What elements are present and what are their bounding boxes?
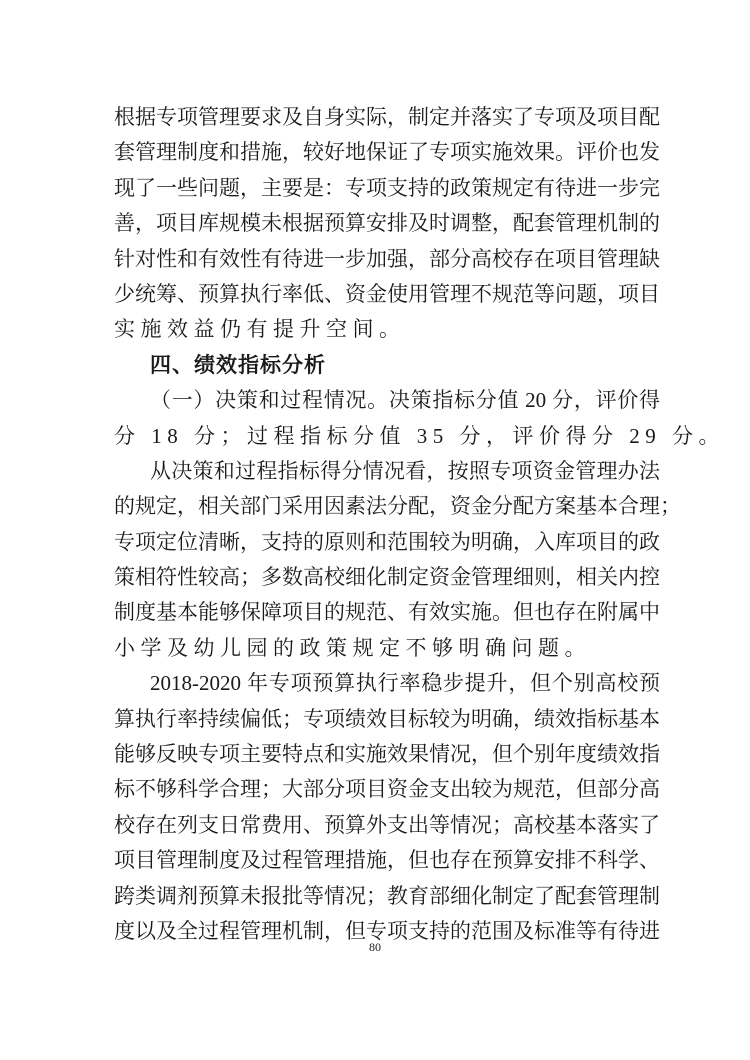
text-line: 现了一些问题，主要是：专项支持的政策规定有待进一步完 xyxy=(114,175,660,200)
text-line: 少统筹、预算执行率低、资金使用管理不规范等问题，项目 xyxy=(114,281,660,306)
text-line: 算执行率持续偏低；专项绩效目标较为明确，绩效指标基本 xyxy=(114,706,660,731)
text-line: 分 18 分；过程指标分值 35 分，评价得分 29 分。 xyxy=(114,423,725,448)
text-line: 套管理制度和措施，较好地保证了专项实施效果。评价也发 xyxy=(114,140,660,165)
section-heading: 四、绩效指标分析 xyxy=(150,352,326,377)
text-line: 校存在列支日常费用、预算外支出等情况；高校基本落实了 xyxy=(114,812,660,837)
text-line: （一）决策和过程情况。决策指标分值 20 分，评价得 xyxy=(150,388,660,413)
text-line: 项目管理制度及过程管理措施，但也存在预算安排不科学、 xyxy=(114,848,660,873)
text-line: 跨类调剂预算未报批等情况；教育部细化制定了配套管理制 xyxy=(114,883,660,908)
text-line: 度以及全过程管理机制，但专项支持的范围及标准等有待进 xyxy=(114,918,660,943)
text-line: 策相符性较高；多数高校细化制定资金管理细则，相关内控 xyxy=(114,565,660,590)
text-line: 针对性和有效性有待进一步加强，部分高校存在项目管理缺 xyxy=(114,246,660,271)
text-line: 专项定位清晰，支持的原则和范围较为明确，入库项目的政 xyxy=(114,529,660,554)
text-line: 实施效益仍有提升空间。 xyxy=(114,317,406,342)
text-line: 善，项目库规模未根据预算安排及时调整，配套管理机制的 xyxy=(114,211,660,236)
text-line: 根据专项管理要求及自身实际，制定并落实了专项及项目配 xyxy=(114,105,660,129)
text-line: 制度基本能够保障项目的规范、有效实施。但也存在附属中 xyxy=(114,600,660,625)
document-body xyxy=(114,100,725,949)
text-line: 小学及幼儿园的政策规定不够明确问题。 xyxy=(114,635,591,660)
text-line: 能够反映专项主要特点和实施效果情况，但个别年度绩效指 xyxy=(114,742,660,767)
text-line: 从决策和过程指标得分情况看，按照专项资金管理办法 xyxy=(150,458,660,483)
page-number: 80 xyxy=(369,940,381,954)
text-line: 2018-2020 年专项预算执行率稳步提升，但个别高校预 xyxy=(150,671,660,696)
text-line: 标不够科学合理；大部分项目资金支出较为规范，但部分高 xyxy=(114,777,660,802)
text-line: 的规定，相关部门采用因素法分配，资金分配方案基本合理； xyxy=(114,494,681,519)
